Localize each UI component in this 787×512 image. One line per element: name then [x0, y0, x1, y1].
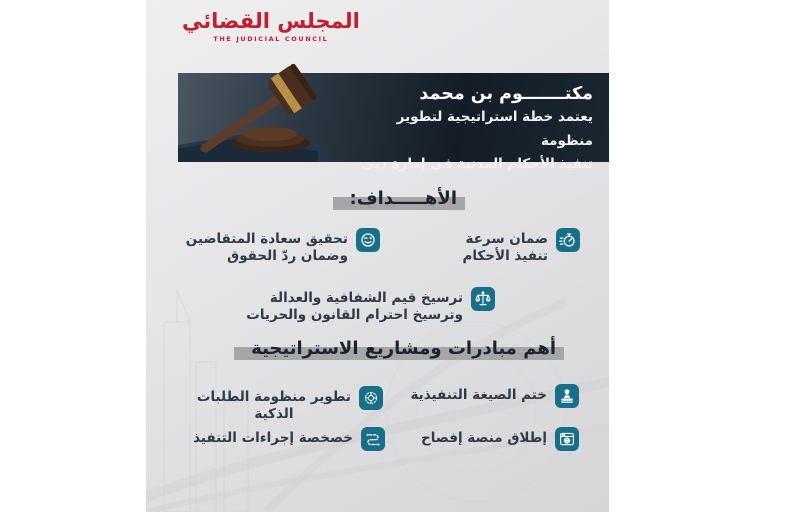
header-banner	[178, 73, 609, 172]
initiative-stamp	[410, 384, 579, 408]
gear-network-icon	[359, 386, 383, 410]
winding-path-icon	[361, 427, 385, 451]
initiatives-title	[247, 338, 560, 360]
initiative-ifsah-text: إطلاق منصة إفصاح	[421, 430, 547, 446]
objective-happiness	[186, 228, 380, 265]
initiative-smart-requests-text: تطوير منظومة الطلبات الذكية	[196, 389, 351, 422]
initiative-privatisation-text: خصخصة إجراءات التنفيذ	[193, 430, 353, 446]
objective-justice	[246, 287, 495, 324]
initiative-smart-requests	[197, 386, 383, 423]
initiatives-title-text: أهم مبادرات ومشاريع الاستراتيجية	[251, 338, 556, 359]
initiative-privatisation	[193, 427, 385, 451]
browser-globe-icon	[555, 427, 579, 451]
scales-icon	[471, 287, 495, 311]
content-card	[146, 0, 609, 512]
logo-arabic-text: المجلس القضائي	[182, 9, 360, 33]
header-name: مكتـــــــوم بن محمد	[419, 84, 593, 104]
stopwatch-icon	[556, 228, 580, 252]
initiative-stamp-text: ختم الصيغة التنفيذية	[410, 387, 547, 403]
header-text	[348, 73, 609, 172]
stamp-icon	[555, 384, 579, 408]
objective-speed	[462, 228, 580, 265]
logo-english-text: THE JUDICIAL COUNCIL	[213, 35, 329, 43]
gavel-image	[178, 73, 368, 162]
objectives-title	[346, 188, 462, 210]
initiative-ifsah-platform	[421, 427, 579, 451]
objective-happiness-text: تحقيق سعادة المتقاضين وضمان ردّ الحقوق	[185, 231, 348, 264]
judicial-council-logo	[182, 9, 360, 43]
header-line1: يعتمد خطة استراتيجية لتطوير منظومة	[396, 109, 593, 149]
header-line2: تنفيذ الأحكام المدنية في إمارة دبي	[361, 156, 593, 172]
objective-speed-text: ضمان سرعة تنفيذ الأحكام	[462, 231, 548, 264]
objective-justice-text: ترسيخ قيم الشفافية والعدالة وترسيخ احترام القانون والحريات	[246, 290, 463, 323]
smiley-icon	[356, 228, 380, 252]
objectives-title-text: الأهـــــداف:	[349, 188, 457, 209]
